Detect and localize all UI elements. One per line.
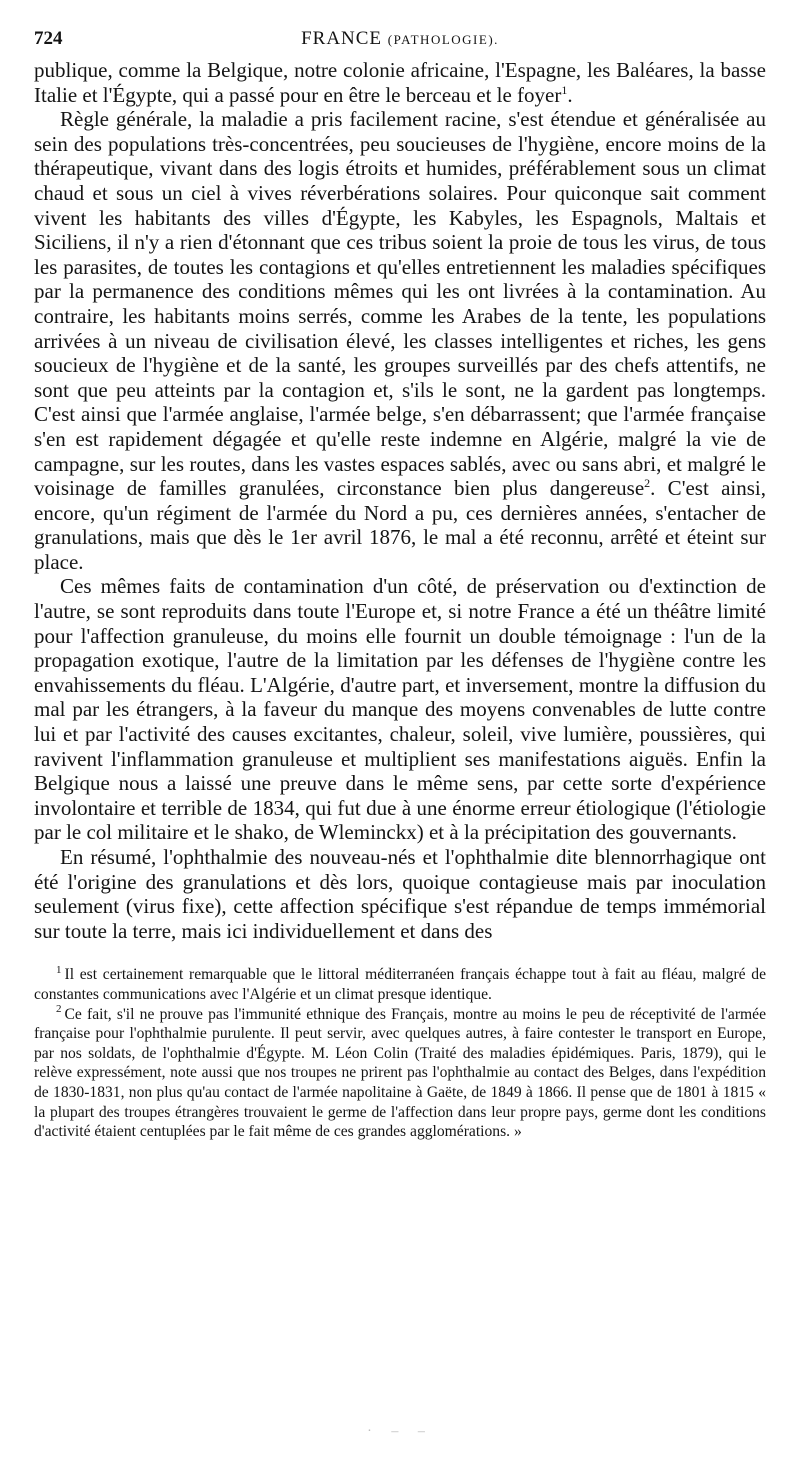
- page-header: [34, 28, 766, 58]
- page-bottom-marks: · – –: [367, 1424, 433, 1439]
- paragraph-text: Ces mêmes faits de contamination d'un côté, de préservation ou d'extinction de l'autre, se sont reproduits dans toute l'Europe et, si notre France a été un théâtre limité pour l'affection granuleuse, du moins elle fournit un double témoignage : l'un de la propagation exotique, l'autre de la limitation par les défenses de l'hygiène contre les envahissements du fléau. L'Algérie, d'autre part, et inversement, montre la diffusion du mal par les étrangers, à la faveur du manque des moyens convenables de lutte contre lui et par l'activité des causes excitantes, chaleur, soleil, vive lumière, poussières, qui ravivent l'inflammation granuleuse et multiplient ses manifestations aiguës. Enfin la Belgique nous a laissé une preuve dans le même sens, par cette sorte d'expérience involontaire et terrible de 1834, qui fut due à une énorme erreur étiologique (l'étiologie par le col militaire et le shako, de Wleminckx) et à la précipitation des gouvernants.: [34, 574, 766, 845]
- footnote-text: Il est certainement remarquable que le littoral méditerranéen français échappe tout à fait au fléau, malgré de constantes communications avec l'Algérie et un climat presque identique.: [34, 966, 766, 1003]
- footnote-marker: 1: [56, 964, 62, 977]
- running-head: [34, 28, 766, 50]
- paragraph-text: .: [567, 82, 573, 107]
- body-text: [34, 58, 766, 943]
- footnote-marker: 2: [56, 1003, 62, 1016]
- footnote-ref[interactable]: 2: [644, 476, 651, 491]
- footnote: [34, 1005, 766, 1142]
- paragraph-text: En résumé, l'ophthalmie des nouveau-nés et l'ophthalmie dite blennorrhagique ont été l'origine des granulations et dès lors, quoique contagieuse mais par inoculation seulement (virus fixe), cette affection spécifique s'est répandue de temps immémorial sur toute la terre, mais ici individuellement et dans des: [34, 845, 766, 943]
- paragraph-text: publique, comme la Belgique, notre colonie africaine, l'Espagne, les Baléares, la basse Italie et l'Égypte, qui a passé pour en être le berceau et le foyer: [34, 58, 766, 107]
- footnote-ref[interactable]: 1: [561, 82, 568, 97]
- paragraph: [34, 574, 766, 845]
- footnotes: [34, 965, 766, 1141]
- paragraph-text: Règle générale, la maladie a pris facilement racine, s'est étendue et généralisée au sein des populations très-concentrées, peu soucieuses de l'hygiène, encore moins de la thérapeutique, vivant dans des logis étroits et humides, préférablement sous un climat chaud et sous un ciel à vives réverbérations solaires. Pour quiconque sait comment vivent les habitants des villes d'Égypte, les Kabyles, les Espagnols, Maltais et Siciliens, il n'y a rien d'étonnant que ces tribus soient la proie de tous les virus, de tous les parasites, de toutes les contagions et qu'elles entretiennent les maladies spécifiques par la permanence des conditions mêmes qui les ont livrées à la contamination. Au contraire, les habitants moins serrés, comme les Arabes de la tente, les populations arrivées à un niveau de civilisation élevé, les classes intelligentes et riches, les gens soucieux de l'hygiène et de la santé, les groupes surveillés par des chefs attentifs, ne sont que peu atteints par la contagion et, s'ils le sont, ne la gardent pas longtemps. C'est ainsi que l'armée anglaise, l'armée belge, s'en débarrassent; que l'armée française s'en est rapidement dégagée et qu'elle reste indemne en Algérie, malgré la vie de campagne, sur les routes, dans les vastes espaces sablés, avec ou sans abri, et malgré le voisinage de familles granulées, circonstance bien plus dangereuse: [34, 107, 766, 501]
- paragraph-text: . C'est ainsi, encore, qu'un régiment de l'armée du Nord a pu, ces dernières années, s'entacher de granulations, mais que dès le 1er avril 1876, le mal a été reconnu, arrêté et éteint sur place.: [34, 476, 766, 574]
- running-head-title: FRANCE: [301, 28, 383, 49]
- footnote: [34, 965, 766, 1004]
- running-head-subtitle: (PATHOLOGIE).: [387, 32, 499, 47]
- paragraph: [34, 107, 766, 574]
- paragraph: [34, 845, 766, 943]
- page-number: 724: [34, 28, 63, 49]
- footnote-text: Ce fait, s'il ne prouve pas l'immunité ethnique des Français, montre au moins le peu de réceptivité de l'armée française pour l'ophthalmie purulente. Il peut servir, avec quelques autres, à faire contester le transport en Europe, par nos soldats, de l'ophthalmie d'Égypte. M. Léon Colin (Traité des maladies épidémiques. Paris, 1879), qui le relève expressément, note aussi que nos troupes ne prirent pas l'ophthalmie au contact des Belges, dans l'expédition de 1830-1831, non plus qu'au contact de l'armée napolitaine à Gaëte, de 1849 à 1866. Il pense que de 1801 à 1815 « la plupart des troupes étrangères trouvaient le germe de l'affection dans leur propre pays, germe dont les conditions d'activité étaient centuplées par le fait même de ces grandes agglomérations. »: [34, 1005, 766, 1141]
- paragraph: [34, 58, 766, 107]
